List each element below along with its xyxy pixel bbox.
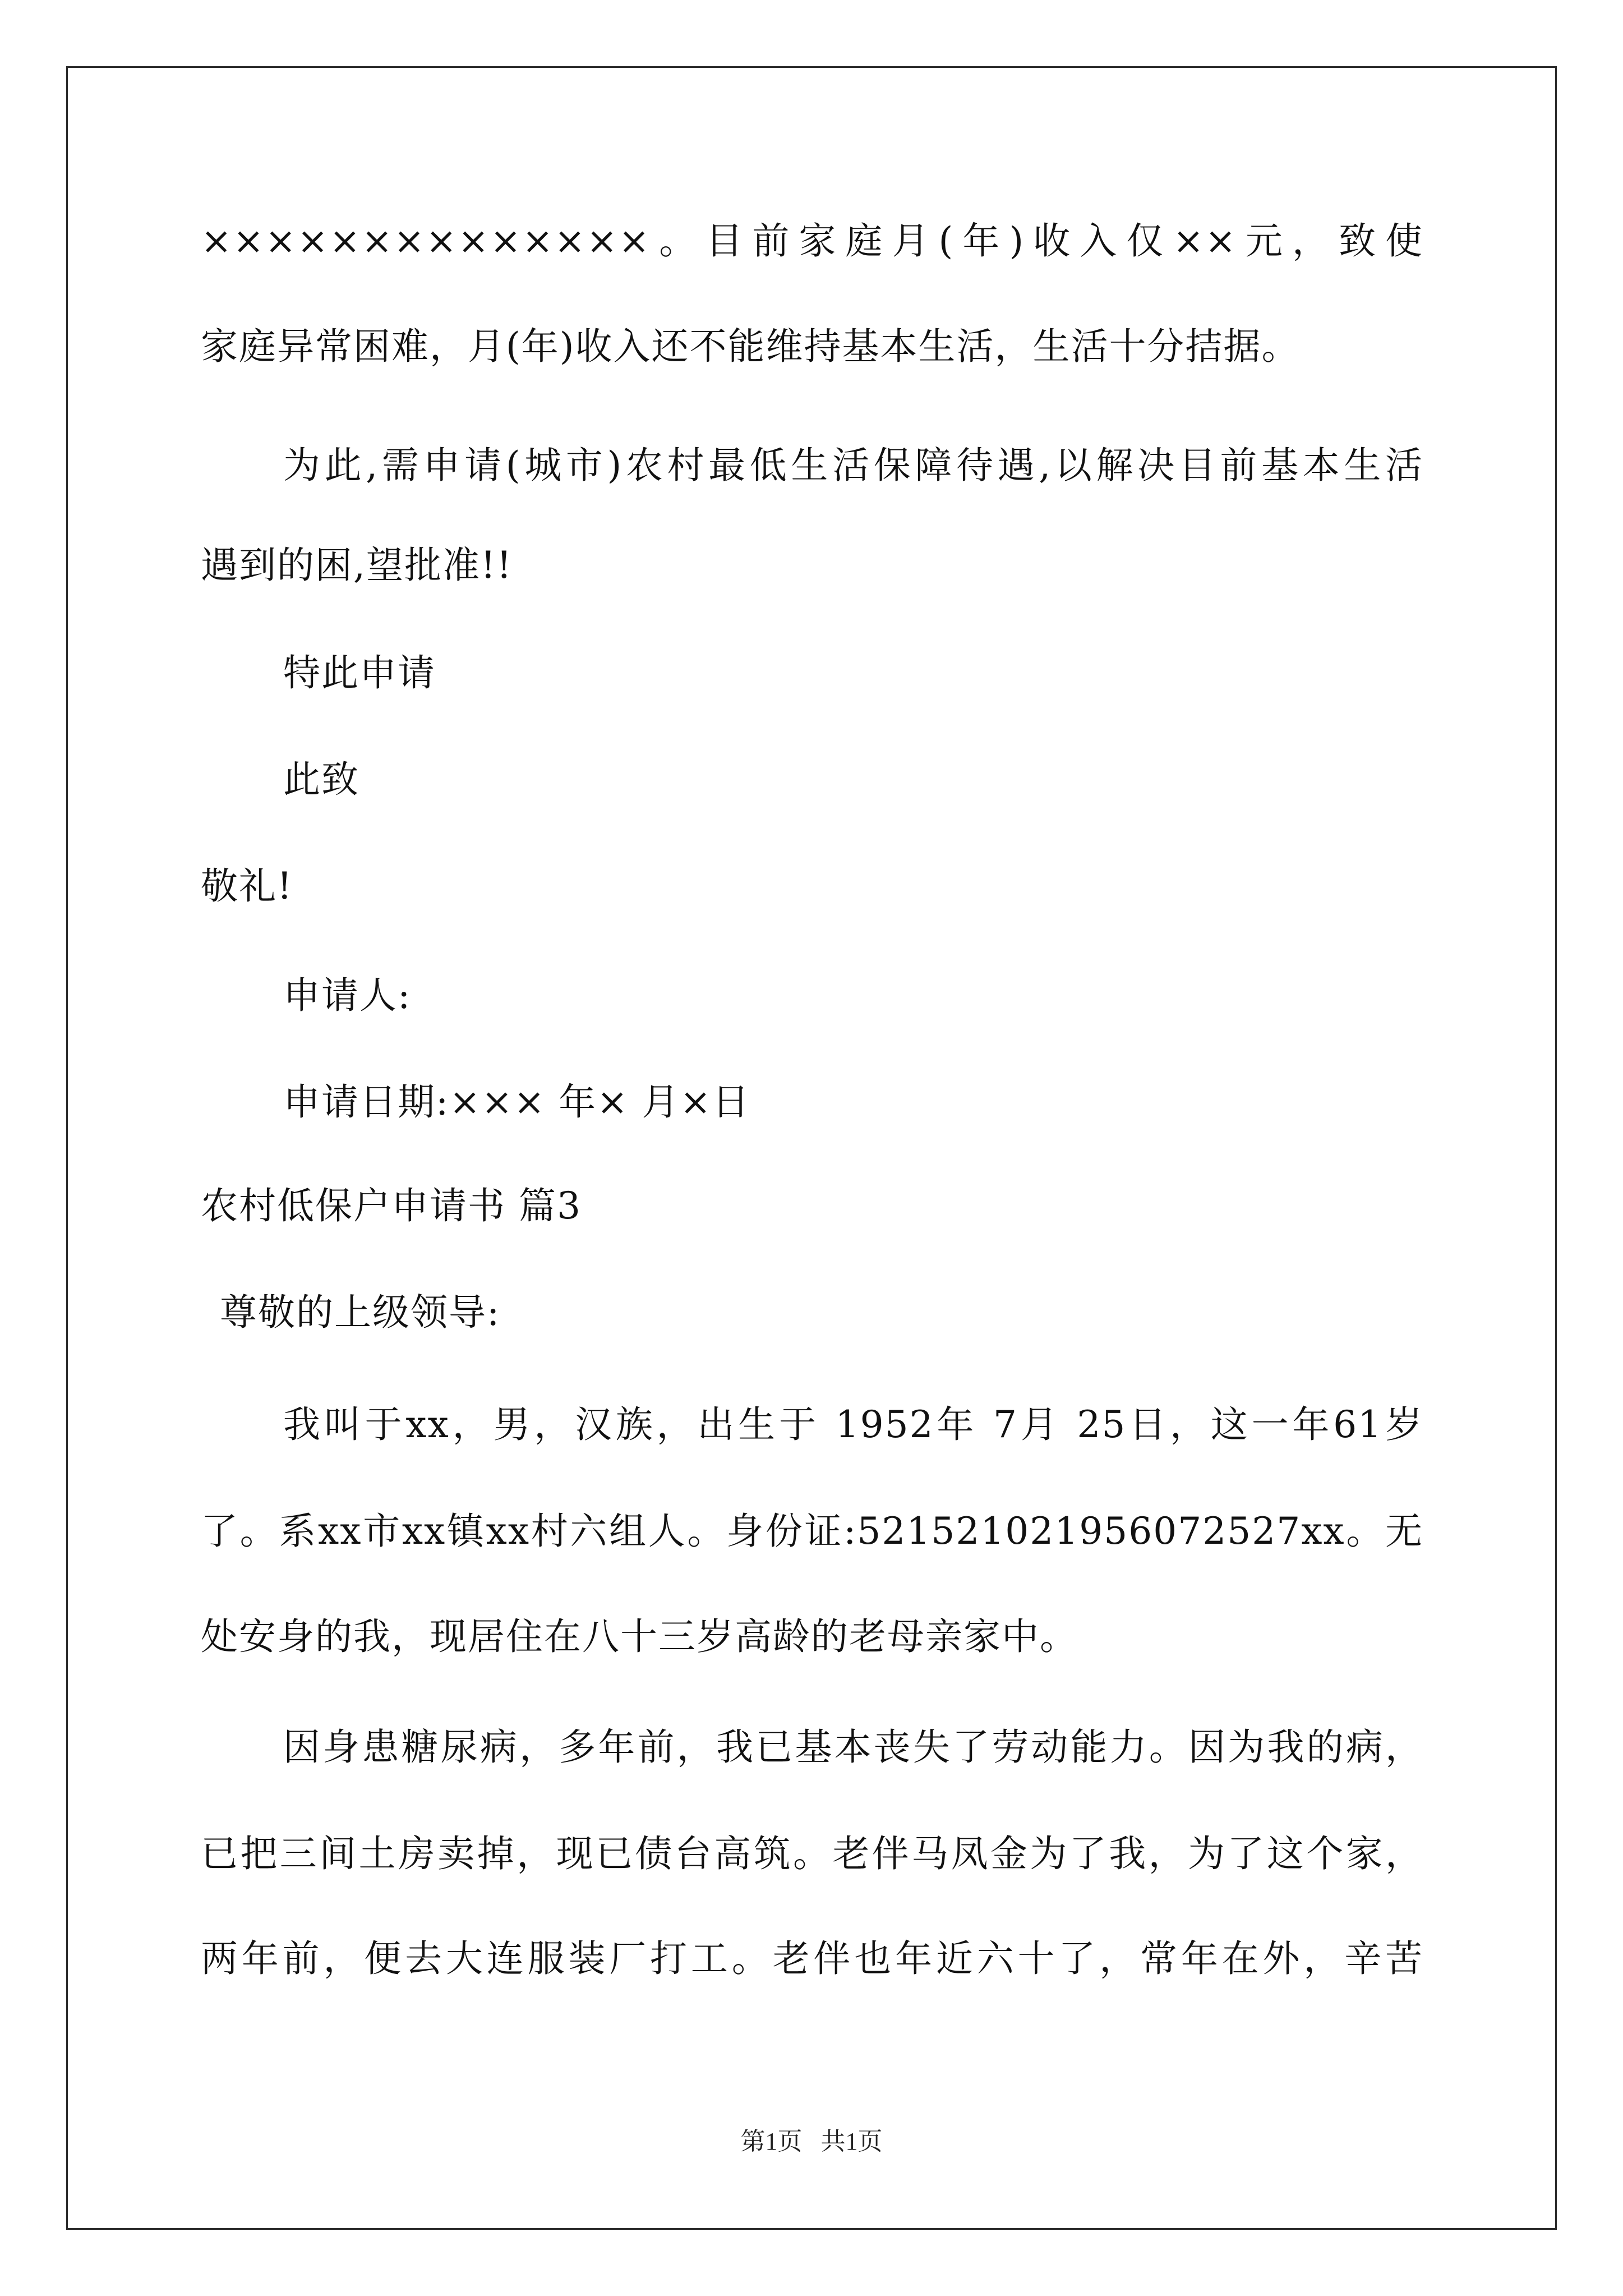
paragraph-line: 已把三间土房卖掉，现已债台高筑。老伴马凤金为了我，为了这个家， (201, 1832, 1423, 1875)
paragraph-line: 我叫于xx，男，汉族，出生于 1952年 7月 25日，这一年61岁 (283, 1403, 1423, 1446)
closing-phrase: 特此申请 (283, 651, 436, 694)
paragraph-line: 因身患糖尿病，多年前，我已基本丧失了劳动能力。因为我的病， (283, 1726, 1423, 1769)
paragraph-line: 遇到的困,望批准!! (201, 544, 513, 587)
paragraph-line: 两年前，便去大连服装厂打工。老伴也年近六十了，常年在外，辛苦 (201, 1937, 1423, 1980)
paragraph-line: ××××××××××××××。目前家庭月(年)收入仅××元，致使 (201, 219, 1423, 263)
applicant-label: 申请人: (283, 974, 412, 1017)
page-number-footer: 第1页 共1页 (740, 2128, 883, 2155)
paragraph-line: 为此,需申请(城市)农村最低生活保障待遇,以解决目前基本生活 (283, 444, 1423, 487)
paragraph-line: 处安身的我，现居住在八十三岁高龄的老母亲家中。 (201, 1615, 1078, 1658)
paragraph-line: 家庭异常困难，月(年)收入还不能维持基本生活，生活十分拮据。 (201, 325, 1300, 368)
page-border (66, 66, 1557, 2230)
greeting: 尊敬的上级领导: (220, 1291, 501, 1334)
salutation-line: 此致 (283, 758, 359, 801)
paragraph-line: 了。系xx市xx镇xx村六组人。身份证:521521021956072527xx。无 (201, 1510, 1423, 1553)
application-date: 申请日期:××× 年× 月×日 (283, 1080, 750, 1124)
salutation-line: 敬礼! (201, 864, 293, 908)
section-title: 农村低保户申请书 篇3 (201, 1184, 582, 1227)
